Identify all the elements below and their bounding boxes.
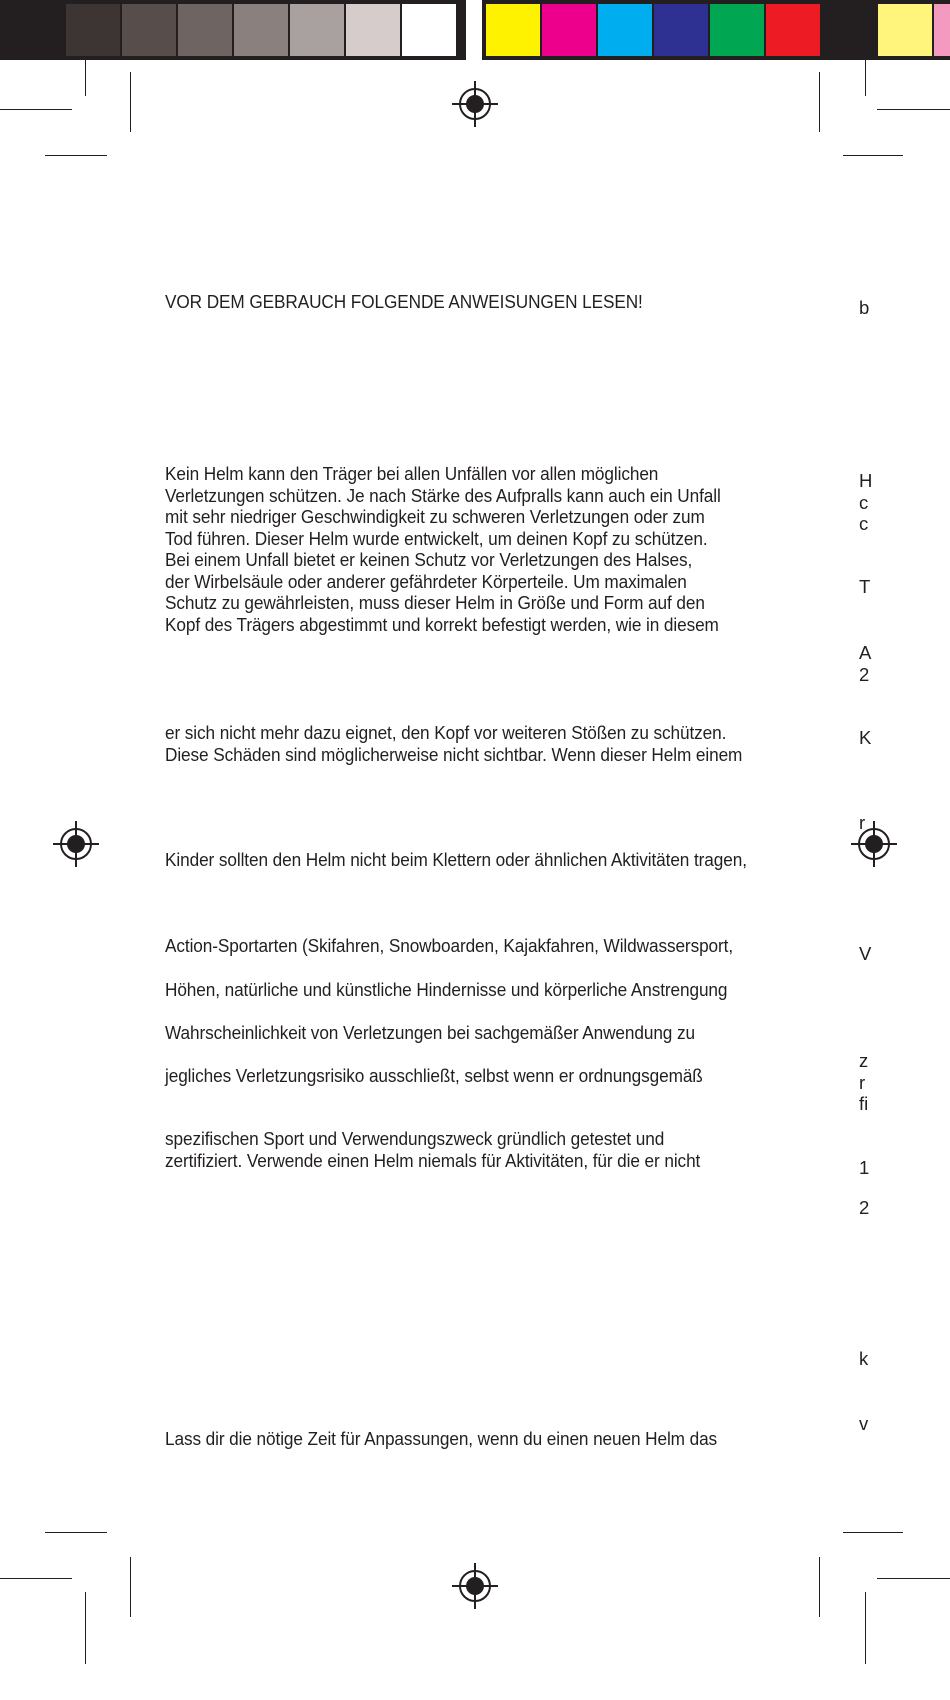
line-adjustment: Lass dir die nötige Zeit für Anpassungen, wenn du einen neuen Helm das <box>165 1428 718 1449</box>
crop-mark <box>865 60 866 96</box>
gray-swatch <box>122 4 176 56</box>
registration-mark-icon <box>849 819 899 869</box>
line-probability: Wahrscheinlichkeit von Verletzungen bei sachgemäßer Anwendung zu <box>165 1022 695 1043</box>
next-page-fragment: H c c <box>859 470 873 534</box>
crop-mark <box>85 1592 86 1664</box>
paragraph-helmet-limits: Kein Helm kann den Träger bei allen Unfällen vor allen möglichen Verletzungen schützen. Je nach Stärke des Aufpralls kann auch ein Unfall mit sehr niedriger Geschwindigkeit zu schweren Verletzungen oder zum Tod führen. Dieser Helm wurde entwickelt, um deinen Kopf zu schützen. Bei einem Unfall bietet er keinen Schutz vor Verletzungen des Halses, der Wirbelsäule oder anderer gefährdeter Körperteile. Um maximalen Schutz zu gewährleisten, muss dieser Helm in Größe und Form auf den Kopf des Trägers abgestimmt und korrekt befestigt werden, wie in diesem <box>165 463 721 635</box>
line-action-sports: Action-Sportarten (Skifahren, Snowboarden, Kajakfahren, Wildwassersport, <box>165 935 734 956</box>
crop-mark <box>130 1557 131 1617</box>
gray-swatch <box>290 4 344 56</box>
crop-mark <box>819 1557 820 1617</box>
next-page-fragment: K <box>859 727 872 748</box>
crop-mark <box>877 1578 950 1579</box>
crop-mark <box>45 155 107 156</box>
crop-mark <box>877 109 950 110</box>
registration-mark-icon <box>51 819 101 869</box>
next-page-fragment: V <box>859 943 872 964</box>
color-swatch <box>486 4 540 56</box>
line-heights: Höhen, natürliche und künstliche Hindernisse und körperliche Anstrengung <box>165 979 728 1000</box>
gray-swatch <box>234 4 288 56</box>
line-children-warning: Kinder sollten den Helm nicht beim Klettern oder ähnlichen Aktivitäten tragen, <box>165 849 747 870</box>
next-page-fragment: b <box>859 297 870 318</box>
crop-mark <box>865 1592 866 1664</box>
color-swatch <box>934 4 950 56</box>
paragraph-helmet-damage: er sich nicht mehr dazu eignet, den Kopf vor weiteren Stößen zu schützen. Diese Schäden sind möglicherweise nicht sichtbar. Wenn dieser Helm einem <box>165 722 743 765</box>
color-swatch <box>710 4 764 56</box>
next-page-fragment: z r fi <box>859 1050 869 1114</box>
crop-mark <box>130 72 131 132</box>
gray-swatch <box>10 4 64 56</box>
next-page-fragment: A 2 <box>859 642 872 685</box>
crop-mark <box>0 109 72 110</box>
color-swatch <box>766 4 820 56</box>
next-page-fragment: 1 <box>859 1157 870 1178</box>
crop-mark <box>843 155 903 156</box>
color-swatch <box>878 4 932 56</box>
color-swatch <box>822 4 876 56</box>
page-heading: VOR DEM GEBRAUCH FOLGENDE ANWEISUNGEN LESEN! <box>165 291 643 312</box>
crop-mark <box>85 60 86 96</box>
next-page-fragment: T <box>859 576 871 597</box>
next-page-fragment: 2 <box>859 1197 870 1218</box>
gray-swatch <box>402 4 456 56</box>
color-swatch <box>542 4 596 56</box>
color-swatch <box>654 4 708 56</box>
crop-mark <box>819 72 820 132</box>
next-page-fragment: k <box>859 1348 869 1369</box>
gray-swatch <box>346 4 400 56</box>
line-risk: jegliches Verletzungsrisiko ausschließt, selbst wenn er ordnungsgemäß <box>165 1065 703 1086</box>
gray-swatch <box>178 4 232 56</box>
color-swatch <box>598 4 652 56</box>
registration-mark-icon <box>450 79 500 129</box>
next-page-fragment: r <box>859 812 866 833</box>
registration-mark-icon <box>450 1561 500 1611</box>
crop-mark <box>0 1578 72 1579</box>
gray-swatch <box>66 4 120 56</box>
crop-mark <box>45 1532 107 1533</box>
paragraph-certification: spezifischen Sport und Verwendungszweck gründlich getestet und zertifiziert. Verwende einen Helm niemals für Aktivitäten, für die er nicht <box>165 1128 701 1171</box>
crop-mark <box>843 1532 903 1533</box>
next-page-fragment: v <box>859 1413 869 1434</box>
